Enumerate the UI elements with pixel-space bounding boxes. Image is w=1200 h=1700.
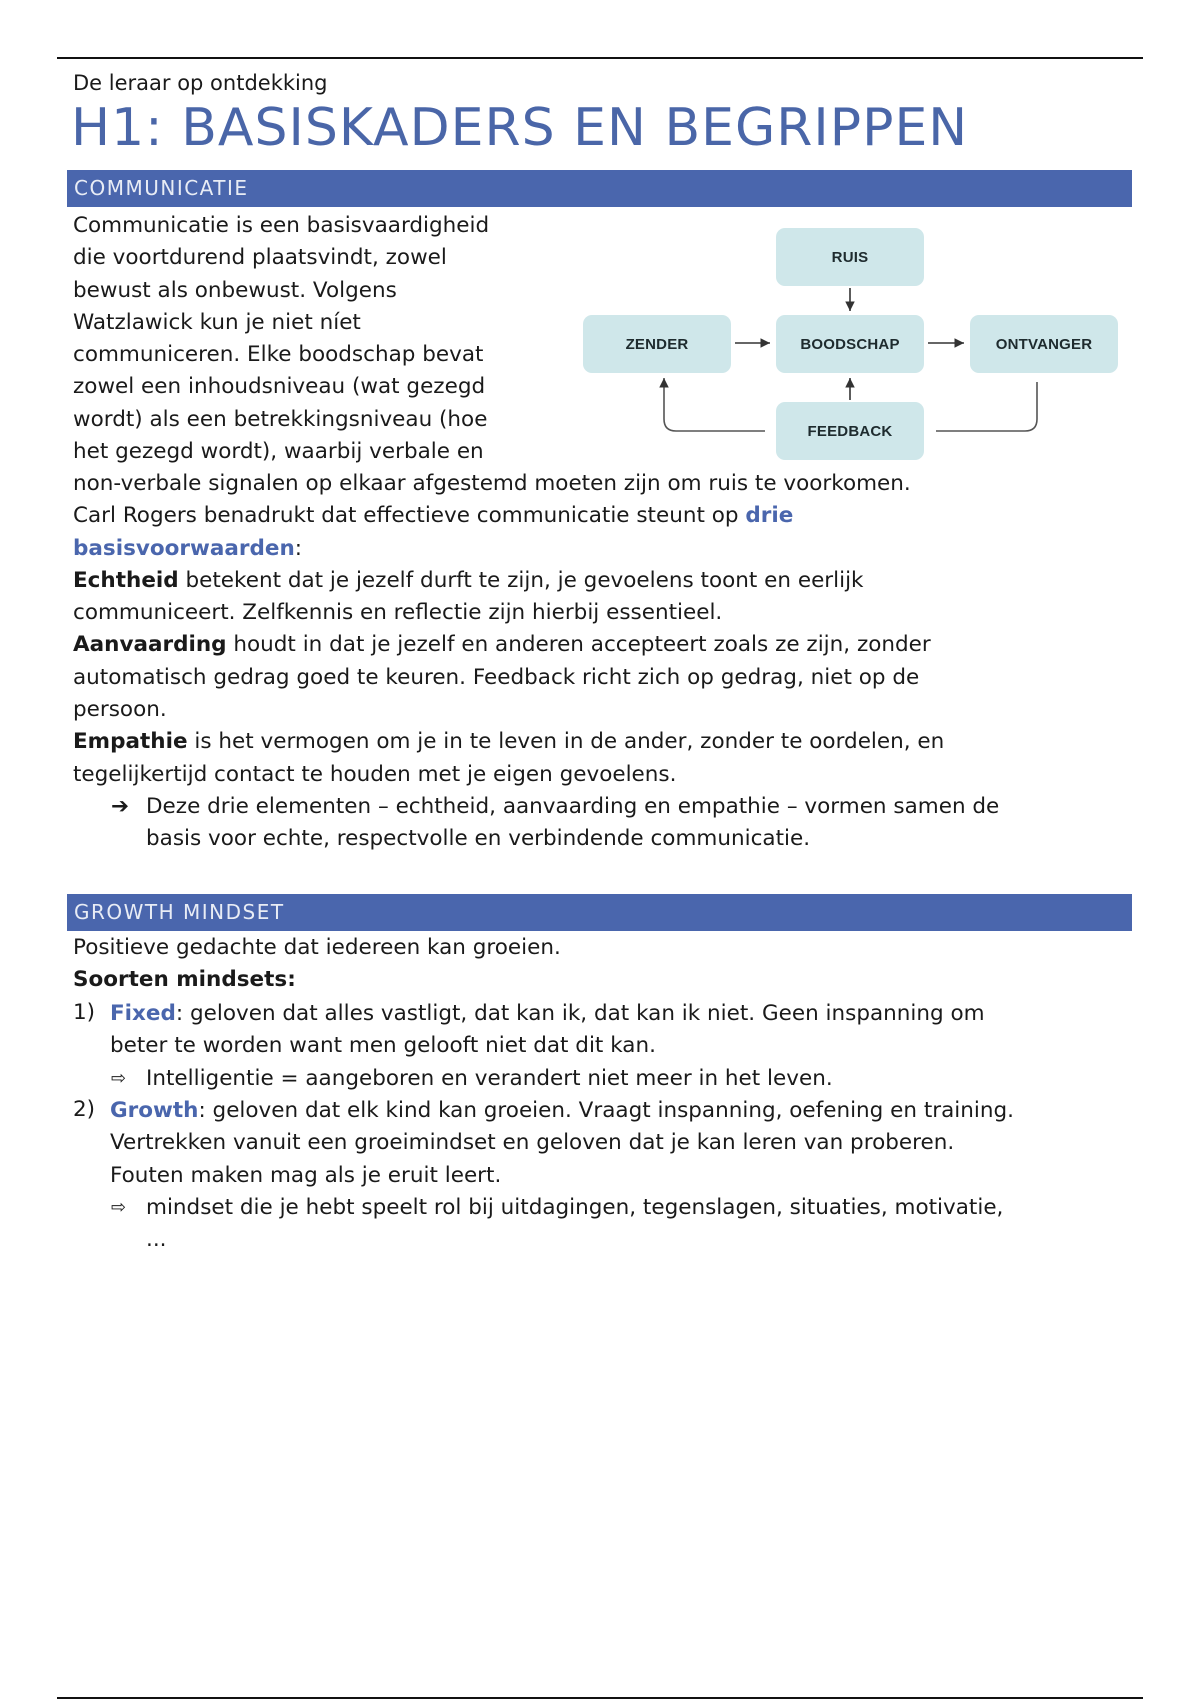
term-fixed: Fixed — [110, 1001, 176, 1026]
list-item-fixed — [110, 998, 985, 1063]
fixed-line — [110, 998, 985, 1030]
text-line: zowel een inhoudsniveau (wat gezegd — [73, 374, 486, 400]
types-label: Soorten mindsets: — [73, 967, 296, 993]
communicatie-intro — [73, 210, 553, 468]
term-growth: Growth — [110, 1098, 199, 1123]
text-span: betekent dat je jezelf durft te zijn, je gevoelens toont en eerlijk — [178, 567, 864, 593]
hollow-arrow-icon: ⇨ — [111, 1197, 127, 1218]
text-span: : — [294, 535, 303, 561]
growth-intro — [73, 932, 561, 997]
types-label-line — [73, 964, 561, 996]
rogers-line — [73, 500, 944, 532]
diagram-node-ruis: RUIS — [776, 228, 924, 286]
text-span: Carl Rogers benadrukt dat effectieve communicatie steunt op — [73, 503, 746, 529]
text-line: tegelijkertijd contact te houden met je eigen gevoelens. — [73, 761, 677, 787]
aanvaarding-line — [73, 629, 944, 661]
text-line: Intelligentie = aangeboren en verandert niet meer in het leven. — [146, 1066, 833, 1091]
text-span: is het vermogen om je in te leven in de ander, zonder te oordelen, en — [187, 729, 945, 755]
document-title: H1: BASISKADERS EN BEGRIPPEN — [71, 98, 969, 158]
communicatie-body — [73, 468, 944, 791]
section-heading-communicatie: COMMUNICATIE — [67, 170, 1132, 207]
empathie-line — [73, 726, 944, 758]
hollow-arrow-icon: ⇨ — [111, 1068, 127, 1089]
echtheid-line — [73, 565, 944, 597]
highlight-drie: drie — [745, 503, 794, 529]
text-line: het gezegd wordt), waarbij verbale en — [73, 439, 484, 465]
bottom-rule — [57, 1697, 1143, 1699]
text-line: Watzlawick kun je niet níet — [73, 309, 361, 335]
text-line: Communicatie is een basisvaardigheid — [73, 213, 490, 238]
diagram-node-zender: ZENDER — [583, 315, 731, 373]
text-span: : geloven dat alles vastligt, dat kan ik, dat kan ik niet. Geen inspanning om — [175, 1001, 985, 1026]
diagram-node-boodschap: BOODSCHAP — [776, 315, 924, 373]
text-line: communiceert. Zelfkennis en reflectie zijn hierbij essentieel. — [73, 600, 723, 626]
rogers-line-2 — [73, 533, 944, 565]
text-line: wordt) als een betrekkingsniveau (hoe — [73, 406, 488, 432]
list-number: 1) — [73, 1000, 96, 1025]
diagram-node-feedback: FEEDBACK — [776, 402, 924, 460]
text-line: basis voor echte, respectvolle en verbindende communicatie. — [146, 826, 811, 852]
text-line: mindset die je hebt speelt rol bij uitdagingen, tegenslagen, situaties, motivatie, — [146, 1195, 1004, 1220]
text-line: die voortdurend plaatsvindt, zowel — [73, 245, 447, 271]
text-line: Positieve gedachte dat iedereen kan groeien. — [73, 935, 561, 960]
term-aanvaarding: Aanvaarding — [73, 632, 227, 658]
text-line: communiceren. Elke boodschap bevat — [73, 342, 484, 368]
growth-line — [110, 1095, 1014, 1127]
communicatie-conclusion — [146, 791, 999, 856]
text-span: houdt in dat je jezelf en anderen accepteert zoals ze zijn, zonder — [226, 632, 931, 658]
text-line: automatisch gedrag goed te keuren. Feedback richt zich op gedrag, niet op de — [73, 664, 920, 690]
list-number: 2) — [73, 1097, 96, 1122]
text-line: Vertrekken vanuit een groeimindset en geloven dat je kan leren van proberen. — [110, 1130, 955, 1156]
term-empathie: Empathie — [73, 729, 188, 755]
text-line: Fouten maken mag als je eruit leert. — [110, 1162, 502, 1188]
text-line: beter te worden want men gelooft niet dat dit kan. — [110, 1033, 656, 1059]
diagram-node-ontvanger: ONTVANGER — [970, 315, 1118, 373]
fixed-subpoint — [146, 1063, 833, 1095]
text-span: : geloven dat elk kind kan groeien. Vraagt inspanning, oefening en training. — [198, 1098, 1014, 1123]
text-line: Deze drie elementen – echtheid, aanvaarding en empathie – vormen samen de — [146, 794, 1000, 819]
arrow-right-icon: ➔ — [111, 794, 130, 819]
section-heading-growth-mindset: GROWTH MINDSET — [67, 894, 1132, 931]
text-line: persoon. — [73, 697, 167, 723]
term-echtheid: Echtheid — [73, 567, 179, 593]
communication-diagram — [580, 225, 1125, 465]
top-rule — [57, 57, 1143, 59]
growth-subpoint — [146, 1192, 1003, 1257]
text-line: bewust als onbewust. Volgens — [73, 277, 397, 303]
text-line: ... — [146, 1227, 167, 1253]
text-line: non-verbale signalen op elkaar afgestemd moeten zijn om ruis te voorkomen. — [73, 471, 911, 496]
document-subtitle: De leraar op ontdekking — [73, 71, 328, 95]
list-item-growth — [110, 1095, 1014, 1192]
highlight-basisvoorwaarden: basisvoorwaarden — [73, 535, 295, 561]
